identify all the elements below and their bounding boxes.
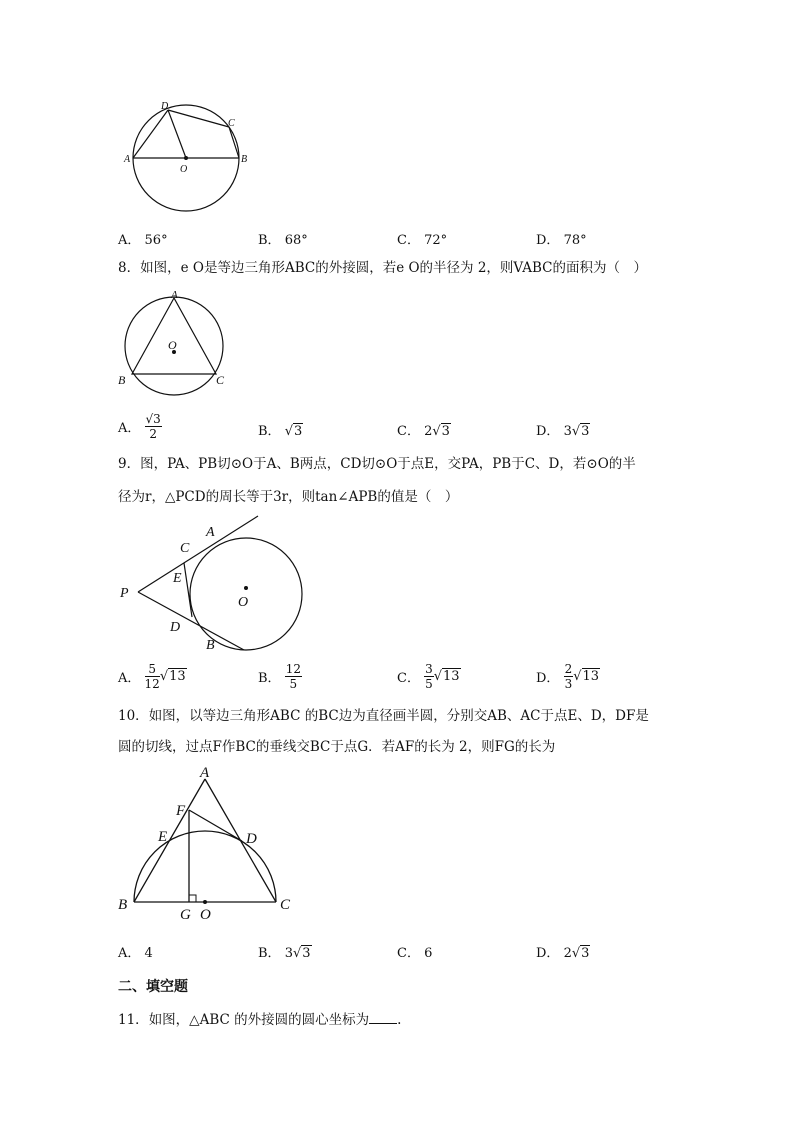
q7-label-A: A	[124, 154, 131, 165]
question-number: 9．	[118, 456, 141, 472]
q8-label-B: B	[118, 373, 126, 387]
option-key: D．	[536, 671, 560, 686]
coefficient: 4	[144, 946, 153, 961]
q7-label-O: O	[180, 164, 188, 175]
option-key: A．	[118, 421, 141, 436]
q10-label-B: B	[118, 897, 128, 913]
fraction	[564, 662, 574, 691]
option-key: B．	[258, 424, 281, 439]
q10-option-a[interactable]	[118, 942, 153, 961]
radicand: 3	[581, 946, 590, 961]
question-text: 径为r，△PCD的周长等于3r，则tan∠APB的值是（ ）	[118, 489, 459, 505]
fraction	[424, 662, 434, 691]
q10-label-A: A	[200, 765, 210, 781]
q9-stem-line1	[118, 450, 636, 478]
q9-stem-line2	[118, 483, 458, 511]
q7-option-d[interactable]	[536, 229, 587, 248]
coefficient: 2	[424, 424, 433, 439]
option-key: B．	[258, 671, 281, 686]
q7-option-c[interactable]	[397, 229, 447, 248]
option-key: C．	[397, 233, 420, 248]
q8-label-A: A	[171, 289, 178, 301]
coefficient: 3	[284, 946, 293, 961]
sqrt-icon: √	[571, 424, 581, 439]
q8-option-b[interactable]	[258, 420, 303, 439]
fraction	[145, 412, 162, 441]
question-number: 10．	[118, 708, 149, 724]
q7-figure	[118, 98, 258, 218]
q9-label-D: D	[170, 620, 181, 635]
option-value: 68°	[284, 233, 308, 248]
q10-stem-line2	[118, 733, 555, 761]
fraction	[145, 662, 160, 691]
sqrt-icon: √	[433, 669, 443, 684]
option-value: 56°	[144, 233, 168, 248]
question-text: 如图，△ABC 的外接圆的圆心坐标为	[148, 1012, 370, 1028]
section-title: 二、填空题	[118, 979, 188, 995]
q8-option-d[interactable]	[536, 420, 590, 439]
sqrt-icon: √	[159, 669, 169, 684]
numerator: 12	[285, 662, 301, 676]
denominator: 5	[425, 677, 433, 691]
q10-tangent-DF	[189, 810, 242, 841]
radicand: 13	[169, 669, 186, 684]
q10-label-G: G	[180, 907, 191, 922]
radicand: 3	[441, 424, 450, 439]
q7-chord-CB	[229, 127, 239, 158]
q8-triangle	[132, 298, 216, 374]
q7-option-b[interactable]	[258, 229, 308, 248]
q8-stem	[118, 254, 647, 282]
q10-label-F: F	[176, 803, 186, 819]
option-key: C．	[397, 671, 420, 686]
q10-option-d[interactable]	[536, 942, 590, 961]
q7-label-C: C	[228, 118, 235, 129]
question-text: 如图，以等边三角形ABC 的BC边为直径画半圆，分别交AB、AC于点E、D，DF是	[148, 708, 649, 724]
q8-option-a[interactable]	[118, 412, 162, 441]
q10-label-O: O	[200, 907, 211, 922]
radicand: 3	[581, 424, 590, 439]
q9-tangent-CD	[184, 563, 192, 617]
q7-center-dot	[184, 156, 188, 160]
q10-center-dot	[203, 900, 207, 904]
denominator: 3	[564, 677, 573, 691]
q10-option-c[interactable]	[397, 942, 432, 961]
q9-tangent-PA	[138, 516, 258, 592]
coefficient: 3	[563, 424, 572, 439]
radicand: 3	[302, 946, 311, 961]
denominator: 5	[289, 677, 298, 691]
coefficient: 2	[563, 946, 572, 961]
q9-label-B: B	[206, 638, 215, 653]
numerator: 3	[425, 662, 433, 676]
question-text: 图，PA、PB切⊙O于A、B两点，CD切⊙O于点E，交PA，PB于C、D，若⊙O的半	[140, 456, 636, 472]
q9-label-C: C	[180, 541, 190, 556]
q9-circle	[190, 538, 302, 650]
radicand: 13	[443, 669, 460, 684]
q9-option-a[interactable]	[118, 662, 187, 691]
q8-figure	[112, 288, 242, 400]
q9-option-c[interactable]	[397, 662, 461, 691]
option-key: B．	[258, 946, 281, 961]
fraction	[285, 662, 302, 691]
option-key: D．	[536, 946, 560, 961]
q10-stem-line1	[118, 702, 649, 730]
option-key: D．	[536, 424, 560, 439]
numerator: √3	[145, 412, 161, 426]
radicand: 3	[294, 424, 303, 439]
q8-label-O: O	[168, 338, 177, 352]
q7-label-B: B	[241, 154, 248, 165]
q9-label-P: P	[120, 586, 129, 601]
option-key: C．	[397, 424, 420, 439]
q7-option-a[interactable]	[118, 229, 168, 248]
q9-center-dot	[244, 586, 248, 590]
sqrt-icon: √	[432, 424, 441, 439]
sqrt-icon: √	[573, 669, 582, 684]
option-key: A．	[118, 946, 141, 961]
option-value: 72°	[424, 233, 448, 248]
q9-figure	[112, 512, 312, 656]
option-value: 78°	[563, 233, 587, 248]
radicand: 13	[582, 669, 600, 684]
q10-figure	[112, 762, 302, 922]
sqrt-icon: √	[284, 424, 293, 439]
q7-label-D: D	[161, 101, 169, 112]
q9-option-b[interactable]	[258, 662, 302, 691]
q10-label-C: C	[280, 897, 291, 913]
q9-option-d[interactable]	[536, 662, 600, 691]
question-text: 如图，e O是等边三角形ABC的外接圆，若e O的半径为 2，则VABC的面积为（ ）	[140, 260, 648, 276]
numerator: 2	[564, 662, 573, 676]
option-key: A．	[118, 233, 141, 248]
denominator: 2	[149, 427, 157, 441]
q8-option-c[interactable]	[397, 420, 451, 439]
question-number: 8．	[118, 260, 141, 276]
question-end: .	[397, 1012, 402, 1028]
sqrt-icon: √	[571, 946, 581, 961]
option-key: C．	[397, 946, 420, 961]
option-key: D．	[536, 233, 560, 248]
answer-blank[interactable]	[369, 1011, 397, 1024]
question-text: 圆的切线，过点F作BC的垂线交BC于点G．若AF的长为 2，则FG的长为	[118, 739, 556, 755]
q10-label-D: D	[246, 831, 257, 847]
q10-right-angle-mark	[189, 895, 196, 902]
q10-label-E: E	[158, 829, 168, 845]
q9-label-A: A	[206, 525, 215, 540]
option-key: A．	[118, 671, 141, 686]
question-number: 11．	[118, 1012, 149, 1028]
q10-side-AB	[134, 779, 205, 902]
q7-chord-DO	[168, 110, 186, 158]
q9-label-E: E	[173, 571, 182, 586]
q10-option-b[interactable]	[258, 942, 312, 961]
q8-label-C: C	[216, 373, 225, 387]
numerator: 5	[145, 662, 160, 677]
option-key: B．	[258, 233, 281, 248]
q9-label-O: O	[238, 595, 249, 610]
sqrt-icon: √	[292, 946, 302, 961]
coefficient: 6	[424, 946, 433, 961]
denominator: 12	[144, 677, 160, 691]
q11-stem	[118, 1006, 401, 1034]
q7-chord-DC	[168, 110, 229, 127]
